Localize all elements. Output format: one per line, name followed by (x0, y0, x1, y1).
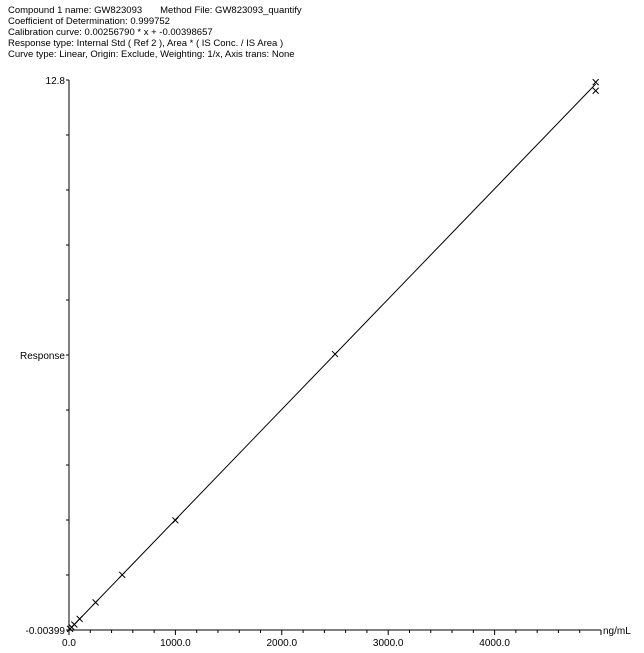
response-type: Response type: Internal Std ( Ref 2 ), Area * ( IS Conc. / IS Area ) (8, 38, 284, 49)
y-tick-label-bottom: -0.00399 (25, 626, 65, 637)
x-tick-label: 0.0 (62, 638, 76, 649)
data-point (593, 88, 599, 94)
data-point (71, 621, 77, 627)
data-point (172, 517, 178, 523)
data-point (93, 599, 99, 605)
data-point (119, 572, 125, 578)
x-tick-label: 3000.0 (372, 638, 404, 649)
y-axis (20, 76, 69, 637)
y-tick-label-top: 12.8 (45, 76, 65, 87)
calibration-curve: Calibration curve: 0.00256790 * x + -0.00398657 (8, 27, 213, 38)
x-tick-label: 2000.0 (266, 638, 298, 649)
method-file: Method File: GW823093_quantify (160, 5, 302, 16)
x-tick-label: 4000.0 (479, 638, 510, 649)
x-axis (62, 626, 631, 649)
data-point (77, 616, 83, 622)
x-axis-label: ng/mL (603, 626, 631, 637)
curve-type: Curve type: Linear, Origin: Exclude, Weighting: 1/x, Axis trans: None (8, 49, 295, 60)
coefficient-of-determination: Coefficient of Determination: 0.999752 (8, 16, 170, 27)
y-axis-label: Response (19, 351, 65, 362)
compound-name: Compound 1 name: GW823093 (8, 5, 143, 16)
data-point (332, 351, 338, 357)
x-tick-label: 1000.0 (160, 638, 191, 649)
